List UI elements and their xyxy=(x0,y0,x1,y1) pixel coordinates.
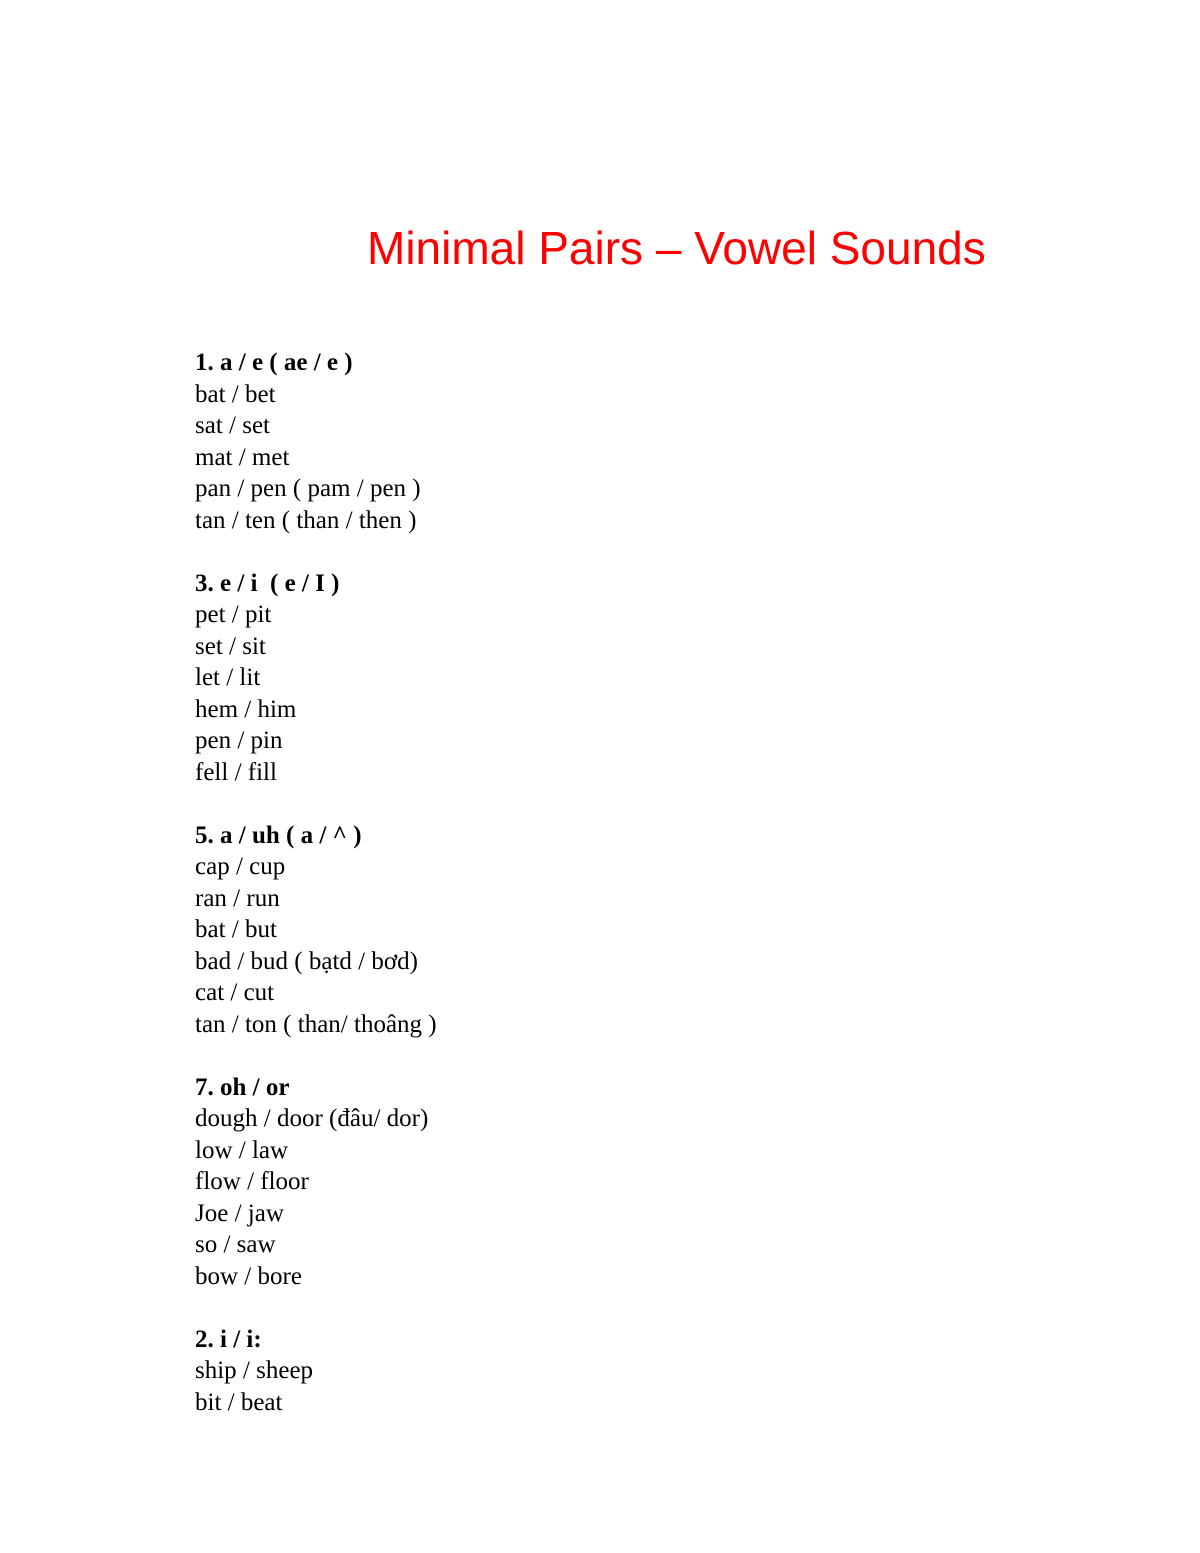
section-heading: 7. oh / or xyxy=(195,1073,290,1101)
word-pair: let / lit xyxy=(195,664,261,691)
word-pair: ship / sheep xyxy=(195,1357,314,1384)
section-2 xyxy=(195,1324,437,1419)
word-pair: so / saw xyxy=(195,1231,276,1258)
section-heading: 2. i / i: xyxy=(195,1325,262,1353)
section-heading: 1. a / e ( ae / e ) xyxy=(195,349,353,376)
word-pair: bit / beat xyxy=(195,1388,283,1416)
word-pair: cat / cut xyxy=(195,979,275,1006)
word-pair: flow / floor xyxy=(195,1168,309,1195)
word-pair: dough / door (đâu/ dor) xyxy=(195,1105,429,1132)
word-pair: tan / ten ( than / then ) xyxy=(195,506,417,534)
section-1 xyxy=(195,347,437,536)
word-pair: tan / ton ( than/ thoâng ) xyxy=(195,1010,437,1038)
word-pair: pet / pit xyxy=(195,601,272,628)
word-pair: sat / set xyxy=(195,412,270,439)
page-title: Minimal Pairs – Vowel Sounds xyxy=(367,222,986,274)
word-pair: set / sit xyxy=(195,632,266,660)
word-pair: mat / met xyxy=(195,443,290,471)
word-pair: bad / bud ( bạtd / bơd) xyxy=(195,947,418,975)
section-3 xyxy=(195,568,437,789)
word-pair: ran / run xyxy=(195,884,280,912)
section-heading: 3. e / i ( e / I ) xyxy=(195,569,340,597)
word-pair: Joe / jaw xyxy=(195,1199,284,1227)
content-body xyxy=(195,347,437,1450)
word-pair: bow / bore xyxy=(195,1262,302,1290)
word-pair: cap / cup xyxy=(195,853,286,880)
word-pair: pen / pin xyxy=(195,727,283,754)
word-pair: pan / pen ( pam / pen ) xyxy=(195,475,421,502)
word-pair: low / law xyxy=(195,1136,289,1164)
word-pair: bat / but xyxy=(195,916,277,943)
section-heading: 5. a / uh ( a / ^ ) xyxy=(195,821,362,849)
section-7 xyxy=(195,1072,437,1293)
word-pair: bat / bet xyxy=(195,380,276,408)
word-pair: fell / fill xyxy=(195,758,277,786)
word-pair: hem / him xyxy=(195,695,297,723)
section-5 xyxy=(195,820,437,1041)
